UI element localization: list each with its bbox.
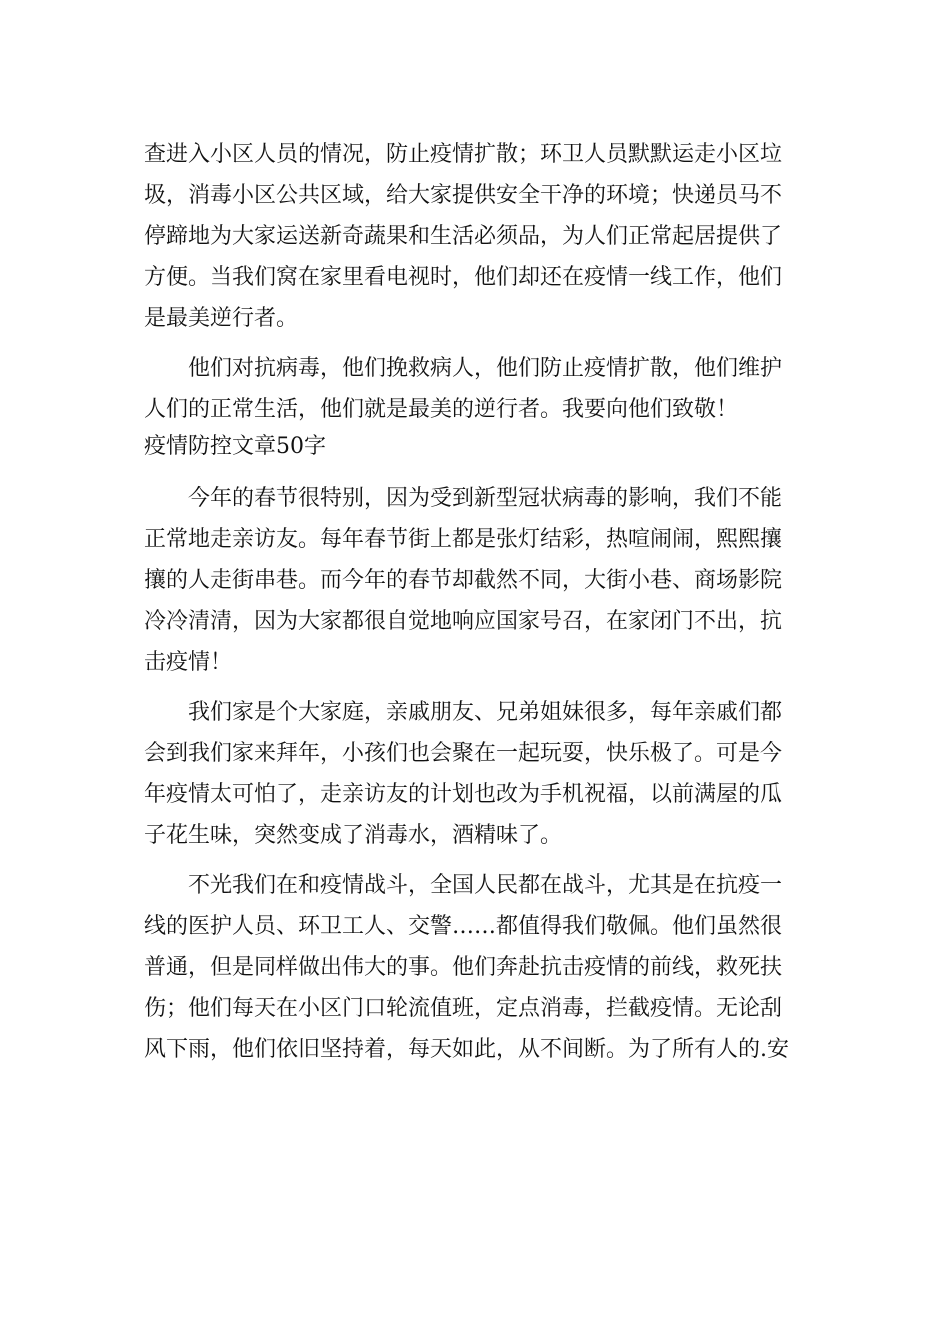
text-line: 他们对抗病毒，他们挽救病人，他们防止疫情扩散，他们维护 [144, 356, 783, 381]
text-line: 是最美逆行者。 [144, 306, 299, 331]
text-line: 冷冷清清，因为大家都很自觉地响应国家号召，在家闭门不出，抗 [144, 609, 783, 634]
text-line: 圾，消毒小区公共区域，给大家提供安全干净的环境；快递员马不 [144, 183, 783, 208]
text-line: 线的医护人员、环卫工人、交警……都值得我们敬佩。他们虽然很 [144, 914, 783, 939]
text-line: 我们家是个大家庭，亲戚朋友、兄弟姐妹很多，每年亲戚们都 [144, 700, 783, 725]
text-line: 停蹄地为大家运送新奇蔬果和生活必须品，为人们正常起居提供了 [144, 224, 783, 249]
text-line: 今年的春节很特别，因为受到新型冠状病毒的影响，我们不能 [144, 486, 783, 511]
text-line: 年疫情太可怕了，走亲访友的计划也改为手机祝福，以前满屋的瓜 [144, 782, 783, 807]
text-line: 伤；他们每天在小区门口轮流值班，定点消毒，拦截疫情。无论刮 [144, 996, 783, 1021]
document-body [144, 134, 806, 1070]
text-line: 不光我们在和疫情战斗，全国人民都在战斗，尤其是在抗疫一 [144, 873, 783, 898]
text-line: 攘的人走街串巷。而今年的春节却截然不同，大街小巷、商场影院 [144, 568, 783, 593]
text-line: 风下雨，他们依旧坚持着，每天如此，从不间断。为了所有人的.安 [144, 1037, 789, 1062]
text-line: 子花生味，突然变成了消毒水，酒精味了。 [144, 823, 563, 848]
text-line: 普通，但是同样做出伟大的事。他们奔赴抗击疫情的前线，救死扶 [144, 955, 783, 980]
text-line: 查进入小区人员的情况，防止疫情扩散；环卫人员默默运走小区垃 [144, 142, 783, 167]
section-heading: 疫情防控文章50字 [144, 434, 326, 459]
text-line: 击疫情！ [144, 650, 233, 675]
text-line: 正常地走亲访友。每年春节街上都是张灯结彩，热喧闹闹，熙熙攘 [144, 527, 783, 552]
text-line: 人们的正常生活，他们就是最美的逆行者。我要向他们致敬！ [144, 397, 739, 422]
text-line: 会到我们家来拜年，小孩们也会聚在一起玩耍，快乐极了。可是今 [144, 741, 783, 766]
text-line: 方便。当我们窝在家里看电视时，他们却还在疫情一线工作，他们 [144, 265, 783, 290]
